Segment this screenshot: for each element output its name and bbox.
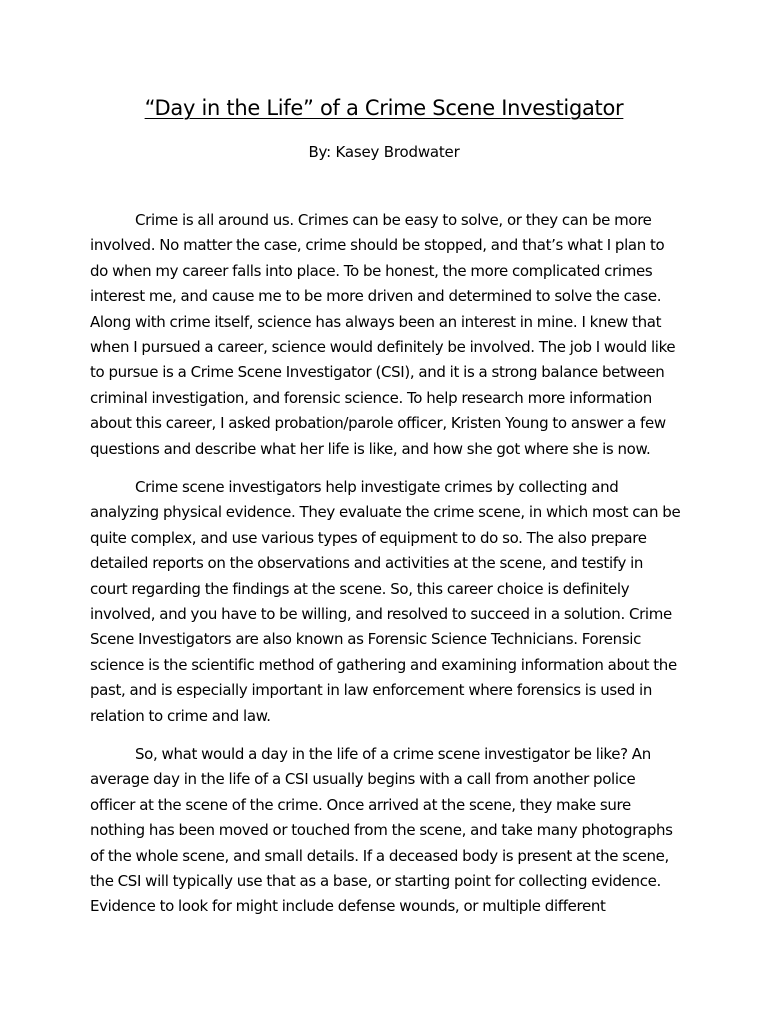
paragraph-line: quite complex, and use various types of equipment to do so. The also prepare xyxy=(90,528,647,547)
paragraph-line: interest me, and cause me to be more driven and determined to solve the case. xyxy=(90,287,662,306)
paragraph-line: the CSI will typically use that as a base, or starting point for collecting evidence. xyxy=(90,872,661,891)
paragraph-3 xyxy=(90,742,676,920)
paragraph-line: detailed reports on the observations and activities at the scene, and testify in xyxy=(90,554,644,573)
paragraph-line: when I pursued a career, science would definitely be involved. The job I would like xyxy=(90,338,676,357)
paragraph-line: court regarding the findings at the scene. So, this career choice is definitely xyxy=(90,579,630,598)
paragraph-line: do when my career falls into place. To be honest, the more complicated crimes xyxy=(90,261,653,280)
paragraph-2 xyxy=(90,475,681,729)
paragraph-1 xyxy=(90,208,676,462)
paragraph-line: average day in the life of a CSI usually begins with a call from another police xyxy=(90,770,636,789)
paragraph-line: Scene Investigators are also known as Forensic Science Technicians. Forensic xyxy=(90,630,642,649)
paragraph-line: Crime is all around us. Crimes can be easy to solve, or they can be more xyxy=(135,211,652,229)
paragraph-line: of the whole scene, and small details. If a deceased body is present at the scene, xyxy=(90,846,669,865)
paragraph-line: past, and is especially important in law enforcement where forensics is used in xyxy=(90,681,652,700)
paragraph-line: criminal investigation, and forensic science. To help research more information xyxy=(90,388,652,407)
paragraph-line: officer at the scene of the crime. Once arrived at the scene, they make sure xyxy=(90,795,631,814)
paragraph-line: analyzing physical evidence. They evaluate the crime scene, in which most can be xyxy=(90,503,681,522)
paragraph-line: nothing has been moved or touched from the scene, and take many photographs xyxy=(90,821,673,840)
paragraph-line: questions and describe what her life is like, and how she got where she is now. xyxy=(90,439,651,458)
paragraph-line: Evidence to look for might include defense wounds, or multiple different xyxy=(90,897,606,916)
paragraph-line: involved, and you have to be willing, and resolved to succeed in a solution. Crime xyxy=(90,605,672,624)
paragraph-line: So, what would a day in the life of a crime scene investigator be like? An xyxy=(135,745,651,763)
paragraph-line: science is the scientific method of gathering and examining information about the xyxy=(90,655,677,674)
paragraph-line: about this career, I asked probation/parole officer, Kristen Young to answer a few xyxy=(90,414,666,433)
paragraph-line: Crime scene investigators help investigate crimes by collecting and xyxy=(135,478,619,496)
document-title: “Day in the Life” of a Crime Scene Investigator xyxy=(144,96,624,120)
paragraph-line: relation to crime and law. xyxy=(90,706,271,725)
paragraph-line: Along with crime itself, science has always been an interest in mine. I knew that xyxy=(90,312,662,331)
paragraph-line: involved. No matter the case, crime should be stopped, and that’s what I plan to xyxy=(90,236,665,255)
paragraph-line: to pursue is a Crime Scene Investigator (CSI), and it is a strong balance between xyxy=(90,363,665,382)
document-byline: By: Kasey Brodwater xyxy=(308,143,460,161)
